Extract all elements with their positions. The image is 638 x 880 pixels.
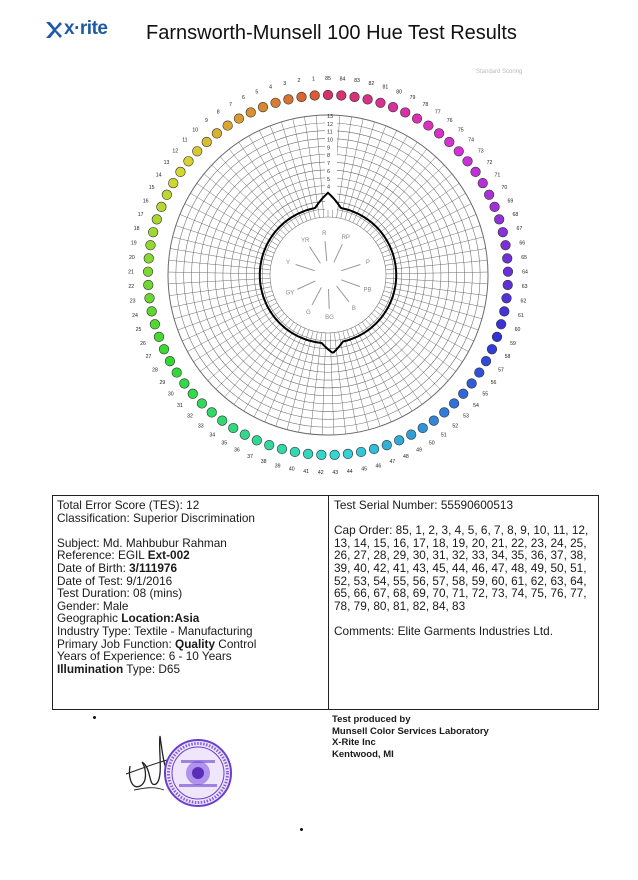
grid-spoke — [276, 330, 309, 426]
color-cap — [240, 430, 250, 440]
color-cap — [150, 319, 160, 329]
cap-number-label: 83 — [354, 78, 360, 85]
grid-spoke — [239, 142, 296, 227]
color-cap — [502, 293, 512, 303]
color-cap — [343, 449, 353, 459]
cap-number-label: 44 — [346, 468, 353, 475]
color-cap — [290, 447, 300, 457]
grid-spoke — [385, 287, 485, 308]
grid-spoke — [299, 332, 318, 432]
total-error-score: Total Error Score (TES): 12 — [57, 498, 200, 512]
grid-spoke — [174, 291, 272, 319]
comments: Comments: Elite Garments Industries Ltd. — [334, 623, 553, 638]
grid-spoke — [244, 324, 298, 411]
cap-number-label: 21 — [128, 269, 134, 276]
color-cap — [492, 332, 502, 342]
cap-number-label: 29 — [159, 379, 166, 386]
cap-number-label: 46 — [375, 463, 382, 470]
color-cap — [467, 379, 477, 389]
color-cap — [192, 146, 202, 156]
test-details — [334, 499, 598, 638]
standard-scoring-label: Standard Scoring — [476, 69, 523, 75]
cap-number-label: 30 — [167, 391, 174, 398]
hue-direction-label: R — [322, 231, 327, 238]
cap-number-label: 25 — [135, 326, 142, 333]
grid-spoke — [168, 272, 270, 274]
cap-number-label: 71 — [494, 172, 501, 179]
cap-number-label: 74 — [468, 137, 474, 144]
cap-number-label: 16 — [142, 198, 149, 205]
cap-number-label: 12 — [172, 148, 179, 155]
xrite-logo — [46, 18, 136, 44]
grid-spoke — [384, 291, 482, 319]
grid-spoke — [170, 249, 271, 266]
cap-number-label: 76 — [446, 118, 453, 125]
test-serial-number: Test Serial Number: 55590600513 — [334, 498, 514, 512]
lab-credit — [332, 714, 489, 760]
grid-spoke — [360, 142, 417, 227]
color-cap — [143, 280, 153, 290]
color-cap — [228, 423, 238, 433]
cap-number-label: 10 — [192, 127, 199, 134]
official-seal-stamp — [163, 738, 233, 808]
cap-number-label: 31 — [177, 403, 183, 410]
cap-number-label: 32 — [187, 413, 193, 420]
grid-spoke — [382, 214, 476, 253]
cap-number-label: 54 — [473, 403, 479, 410]
illumination-type: Illumination Type: D65 — [57, 661, 181, 676]
grid-spoke — [362, 322, 422, 405]
cap-number-label: 37 — [247, 453, 253, 460]
cap-number-label: 48 — [403, 453, 409, 460]
lab-credit-line: X-Rite Inc — [332, 737, 376, 748]
color-cap — [434, 129, 444, 139]
results-panel — [52, 495, 599, 710]
color-cap — [310, 91, 320, 101]
primary-job-function: Primary Job Function: Quality Control — [57, 636, 257, 651]
color-cap — [323, 90, 333, 100]
grid-ring — [254, 201, 401, 348]
speck-mark — [300, 828, 303, 831]
date-of-test: Date of Test: 9/1/2016 — [57, 573, 173, 588]
hue-direction-tick — [296, 264, 315, 270]
cap-number-label: 22 — [128, 283, 135, 290]
color-cap — [197, 399, 207, 409]
hue-direction-label: GY — [285, 290, 295, 297]
radial-scale-label: 8 — [327, 153, 331, 160]
cap-number-label: 27 — [145, 354, 152, 361]
color-cap — [484, 190, 494, 200]
cap-number-label: 59 — [510, 340, 516, 347]
panel-divider — [328, 496, 329, 709]
grid-spoke — [357, 136, 407, 225]
cap-number-label: 68 — [512, 212, 519, 219]
cap-number-label: 70 — [501, 185, 508, 192]
lab-credit-line: Kentwood, MI — [332, 748, 394, 760]
color-cap — [184, 156, 194, 166]
date-of-birth: Date of Birth: 3/111976 — [57, 560, 178, 575]
color-cap — [147, 307, 157, 317]
color-cap — [176, 167, 186, 177]
color-cap — [502, 254, 512, 264]
radial-scale-label: 13 — [327, 114, 334, 120]
hue-direction-label: RP — [341, 234, 350, 241]
color-cap — [271, 98, 281, 108]
cap-number-label: 78 — [422, 101, 429, 108]
hue-test-radial-chart — [100, 66, 580, 486]
hue-direction-label: P — [365, 260, 370, 267]
color-cap — [172, 368, 182, 378]
gender: Gender: Male — [57, 598, 129, 613]
grid-spoke — [339, 332, 358, 432]
reference: Reference: EGIL Ext-002 — [57, 548, 190, 563]
hue-direction-label: B — [351, 306, 356, 313]
color-cap — [458, 389, 468, 399]
color-cap — [400, 108, 410, 118]
cap-number-label: 39 — [274, 463, 281, 470]
color-cap — [264, 440, 274, 450]
cap-number-label: 4 — [269, 84, 273, 91]
color-cap — [503, 280, 513, 290]
cap-number-label: 42 — [317, 469, 324, 476]
radial-scale-label: 12 — [327, 121, 334, 128]
color-cap — [369, 444, 379, 454]
color-cap — [356, 447, 366, 457]
color-cap — [429, 416, 439, 426]
grid-spoke — [249, 136, 299, 225]
color-cap — [143, 267, 153, 277]
grid-spoke — [220, 157, 289, 232]
color-cap — [277, 444, 287, 454]
cap-number-label: 62 — [520, 298, 527, 305]
hue-direction-label: YR — [300, 237, 310, 244]
color-cap — [223, 121, 233, 131]
hue-direction-tick — [334, 244, 342, 262]
color-cap — [496, 319, 506, 329]
grid-spoke — [197, 183, 281, 241]
cap-number-label: 63 — [521, 283, 528, 290]
color-cap — [212, 129, 222, 139]
lab-credit-line: Test produced by — [332, 714, 411, 725]
cap-order: Cap Order: 85, 1, 2, 3, 4, 5, 6, 7, 8, 9, 10, 11, 12, 13, 14, 15, 16, 17, 18, 19, 20, 21, 22, 23, 24, 25, 26, 27, 28, 29, 30, 31, 32, 33, 34, 35, 36, 37, 38, 39, 40, 42, 41, 43, 45, 44, 46, 47, 48, 49, 50, 51, 52, 53, 54, 55, 56, 57, 58, 59, 60, 61, 62, 63, 64, 65, 66, 67, 68, 69, 70, 71, 72, 73, 74, 75, 76, 77, 78, 79, 80, 81, 82, 84, 83 — [334, 523, 589, 613]
cap-number-label: 15 — [148, 185, 155, 192]
color-cap — [494, 215, 504, 225]
cap-number-label: 49 — [416, 447, 422, 454]
color-cap — [376, 98, 386, 108]
cap-number-label: 61 — [518, 312, 524, 319]
hue-direction-tick — [309, 246, 320, 263]
color-cap — [418, 423, 428, 433]
color-cap — [424, 121, 434, 131]
color-cap — [382, 440, 392, 450]
grid-spoke — [208, 313, 285, 380]
cap-number-label: 1 — [312, 76, 315, 83]
grid-spoke — [345, 122, 375, 220]
radial-scale-label: 9 — [327, 145, 331, 152]
color-cap — [444, 137, 454, 147]
grid-spoke — [259, 130, 303, 222]
cap-number-label: 75 — [457, 127, 464, 134]
color-cap — [388, 102, 398, 112]
cap-number-label: 55 — [482, 391, 489, 398]
cap-number-label: 13 — [163, 160, 170, 167]
grid-spoke — [171, 287, 271, 308]
subject-name: Subject: Md. Mahbubur Rahman — [57, 535, 227, 550]
radial-scale-label: 6 — [327, 168, 331, 175]
cap-number-label: 77 — [434, 109, 441, 116]
hue-direction-tick — [328, 289, 329, 309]
color-cap — [202, 137, 212, 147]
hue-direction-label: Y — [286, 260, 291, 267]
color-cap — [478, 178, 488, 188]
color-cap — [207, 408, 217, 418]
cap-number-label: 67 — [516, 226, 523, 233]
cap-number-label: 3 — [283, 80, 287, 87]
color-cap — [481, 356, 491, 366]
color-cap — [503, 267, 513, 277]
cap-number-label: 43 — [332, 469, 339, 476]
cap-number-label: 69 — [507, 198, 514, 205]
color-cap — [406, 430, 416, 440]
color-cap — [258, 102, 268, 112]
cap-number-label: 45 — [361, 466, 368, 473]
cap-number-label: 47 — [389, 459, 396, 466]
cap-number-label: 85 — [325, 76, 331, 82]
color-cap — [157, 202, 167, 212]
speck-mark — [93, 716, 96, 719]
color-cap — [152, 215, 162, 225]
cap-number-label: 7 — [229, 101, 232, 108]
cap-number-label: 58 — [504, 354, 511, 361]
color-cap — [154, 332, 164, 342]
grid-spoke — [347, 330, 380, 426]
color-cap — [350, 92, 360, 102]
hue-direction-label: G — [305, 310, 311, 317]
color-cap — [363, 95, 373, 105]
color-cap — [330, 450, 340, 460]
cap-number-label: 9 — [204, 118, 208, 125]
color-cap — [297, 92, 307, 102]
color-cap — [188, 389, 198, 399]
grid-spoke — [293, 119, 315, 219]
cap-number-label: 57 — [498, 367, 504, 374]
hue-direction-tick — [337, 286, 349, 302]
radial-scale-label: 5 — [327, 176, 331, 183]
color-cap — [449, 399, 459, 409]
grid-spoke — [353, 130, 397, 222]
cap-number-label: 35 — [221, 440, 228, 447]
hue-direction-tick — [325, 241, 327, 261]
page-title: Farnsworth-Munsell 100 Hue Test Results — [146, 22, 517, 44]
cap-number-label: 53 — [463, 413, 469, 420]
cap-number-label: 81 — [382, 84, 389, 91]
color-cap — [454, 146, 464, 156]
radial-scale-label: 7 — [327, 161, 331, 168]
color-cap — [499, 307, 509, 317]
cap-number-label: 41 — [303, 468, 310, 475]
color-cap — [501, 240, 511, 250]
xrite-logo-text: x·rite — [64, 18, 108, 39]
cap-number-label: 36 — [234, 447, 240, 454]
cap-number-label: 82 — [368, 80, 375, 87]
cap-number-label: 66 — [519, 240, 526, 247]
industry-type: Industry Type: Textile - Manufacturing — [57, 623, 253, 638]
cap-number-label: 19 — [130, 240, 137, 247]
grid-spoke — [386, 272, 488, 274]
cap-number-label: 2 — [297, 78, 301, 85]
color-cap — [474, 368, 484, 378]
cap-number-label: 65 — [521, 254, 528, 261]
grid-spoke — [234, 322, 294, 405]
cap-number-label: 84 — [339, 76, 346, 83]
grid-spoke — [385, 249, 486, 266]
color-cap — [165, 356, 175, 366]
color-cap — [148, 227, 158, 237]
grid-spoke — [367, 157, 436, 232]
test-duration: Test Duration: 08 (mins) — [57, 586, 183, 601]
cap-number-label: 38 — [260, 459, 267, 466]
cap-number-label: 52 — [452, 423, 459, 430]
color-cap — [162, 190, 172, 200]
hue-direction-tick — [341, 280, 360, 287]
grid-spoke — [376, 183, 460, 241]
grid-spoke — [359, 324, 413, 411]
color-cap — [487, 344, 497, 354]
color-cap — [284, 95, 294, 105]
cap-number-label: 33 — [197, 423, 204, 430]
grid-ring — [246, 193, 409, 356]
color-cap — [180, 379, 190, 389]
geographic-location: Geographic Location:Asia — [57, 611, 200, 626]
cap-number-label: 14 — [155, 172, 162, 179]
color-cap — [145, 293, 155, 303]
cap-number-label: 17 — [137, 212, 144, 219]
radial-scale-label: 11 — [327, 129, 333, 136]
years-of-experience: Years of Experience: 6 - 10 Years — [57, 649, 232, 664]
cap-number-label: 11 — [182, 137, 188, 144]
xrite-logo-mark-icon — [46, 20, 62, 40]
hue-direction-tick — [312, 287, 321, 305]
color-cap — [439, 408, 449, 418]
color-cap — [234, 114, 244, 124]
color-cap — [168, 178, 178, 188]
color-cap — [463, 156, 473, 166]
color-cap — [490, 202, 500, 212]
grid-spoke — [341, 119, 363, 219]
color-cap — [303, 449, 313, 459]
classification: Classification: Superior Discrimination — [57, 510, 255, 525]
cap-number-label: 23 — [129, 298, 136, 305]
color-cap — [498, 227, 508, 237]
color-cap — [412, 114, 422, 124]
color-cap — [246, 108, 256, 118]
color-cap — [317, 450, 327, 460]
color-cap — [144, 254, 154, 264]
radial-scale-label: 4 — [327, 184, 331, 191]
cap-number-label: 64 — [522, 269, 528, 276]
grid-spoke — [372, 313, 449, 380]
color-cap — [471, 167, 481, 177]
cap-number-label: 8 — [216, 109, 220, 116]
cap-number-label: 20 — [128, 254, 135, 261]
cap-number-label: 73 — [477, 148, 484, 155]
color-cap — [146, 240, 156, 250]
cap-number-label: 18 — [133, 226, 140, 233]
color-cap — [336, 91, 346, 101]
cap-number-label: 28 — [152, 367, 158, 374]
cap-number-label: 79 — [409, 95, 416, 102]
cap-number-label: 6 — [242, 95, 245, 102]
lab-credit-line: Munsell Color Services Laboratory — [332, 725, 489, 737]
cap-number-label: 50 — [428, 440, 435, 447]
cap-number-label: 56 — [490, 379, 497, 386]
hue-direction-label: BG — [325, 314, 334, 321]
color-cap — [217, 416, 227, 426]
cap-number-label: 51 — [440, 432, 447, 439]
cap-number-label: 72 — [486, 160, 493, 167]
cap-number-label: 80 — [396, 89, 403, 96]
color-cap — [394, 436, 404, 446]
color-cap — [159, 344, 169, 354]
hue-direction-tick — [341, 264, 360, 270]
grid-spoke — [180, 214, 274, 253]
color-cap — [252, 436, 262, 446]
hue-direction-tick — [297, 281, 315, 289]
cap-number-label: 5 — [255, 89, 259, 96]
cap-number-label: 40 — [288, 466, 295, 473]
cap-number-label: 26 — [140, 340, 146, 347]
cap-number-label: 60 — [514, 326, 521, 333]
hue-direction-label: PB — [363, 287, 372, 294]
grid-ring — [262, 209, 394, 341]
cap-number-label: 24 — [132, 312, 138, 319]
subject-details — [57, 499, 325, 675]
radial-scale-label: 10 — [327, 137, 334, 144]
grid-spoke — [281, 122, 311, 220]
cap-number-label: 34 — [209, 432, 216, 439]
